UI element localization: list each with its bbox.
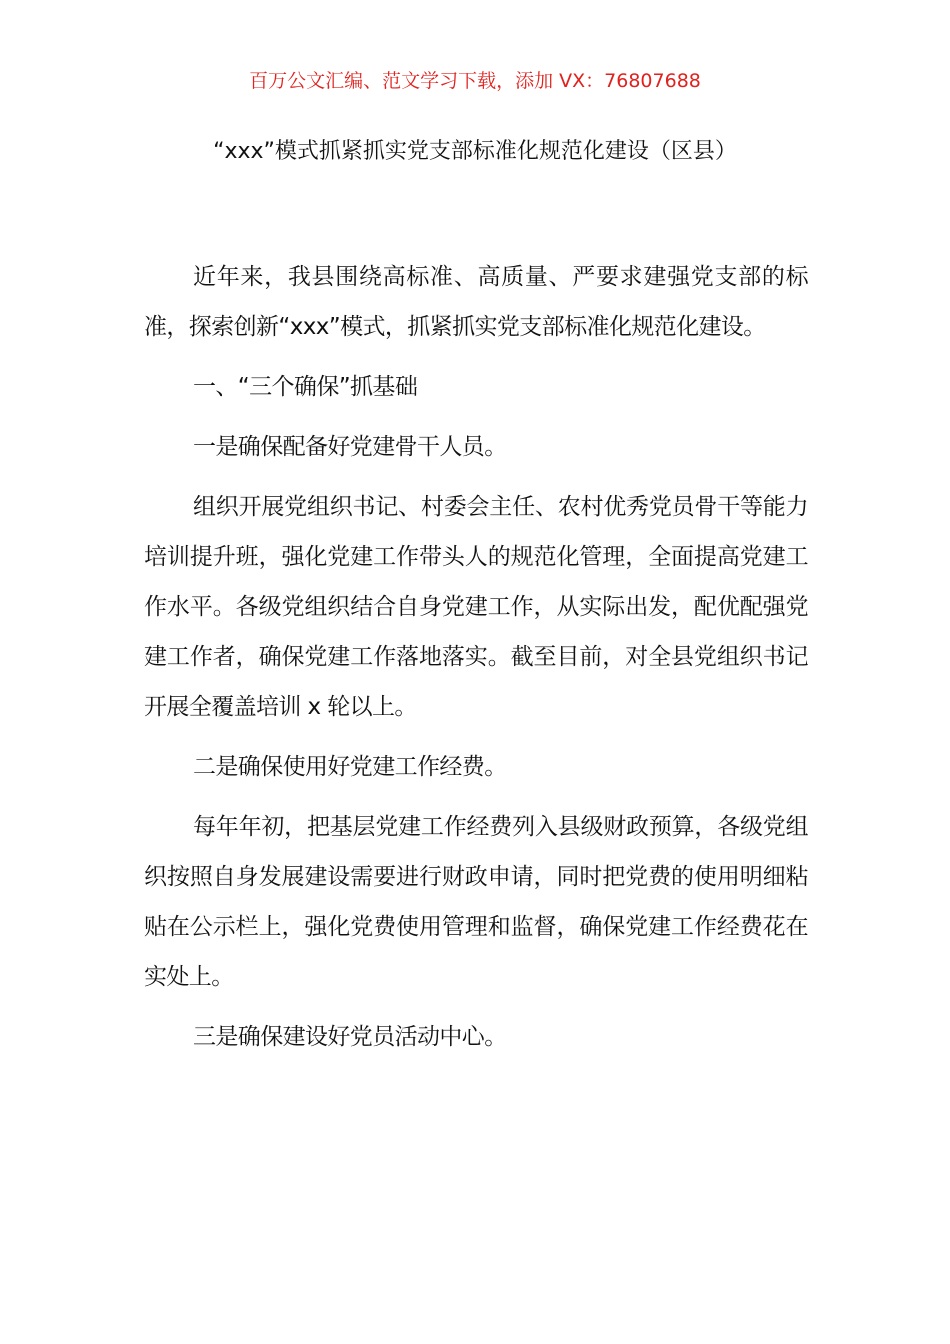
document-title: “xxx”模式抓紧抓实党支部标准化规范化建设（区县） [213, 139, 737, 164]
document-body [144, 252, 808, 1062]
body-paragraph-1: 组织开展党组织书记、村委会主任、农村优秀党员骨干等能力培训提升班，强化党建工作带头人的规范化管理，全面提高党建工作水平。各级党组织结合自身党建工作，从实际出发，配优配强党建工作者，确保党建工作落地落实。截至目前，对全县党组织书记开展全覆盖培训 x 轮以上。 [144, 494, 808, 720]
subheading-1: 一是确保配备好党建骨干人员。 [193, 434, 507, 460]
intro-paragraph: 近年来，我县围绕高标准、高质量、严要求建强党支部的标准，探索创新“xxx”模式，抓紧抓实党支部标准化规范化建设。 [144, 264, 808, 340]
subheading-2: 二是确保使用好党建工作经费。 [193, 754, 507, 780]
watermark-header: 百万公文汇编、范文学习下载，添加 VX：76807688 [249, 70, 701, 92]
subheading-3: 三是确保建设好党员活动中心。 [193, 1024, 507, 1050]
body-paragraph-2: 每年年初，把基层党建工作经费列入县级财政预算，各级党组织按照自身发展建设需要进行财政申请，同时把党费的使用明细粘贴在公示栏上，强化党费使用管理和监督，确保党建工作经费花在实处上。 [144, 814, 808, 990]
section-heading-1: 一、“三个确保”抓基础 [193, 374, 418, 400]
